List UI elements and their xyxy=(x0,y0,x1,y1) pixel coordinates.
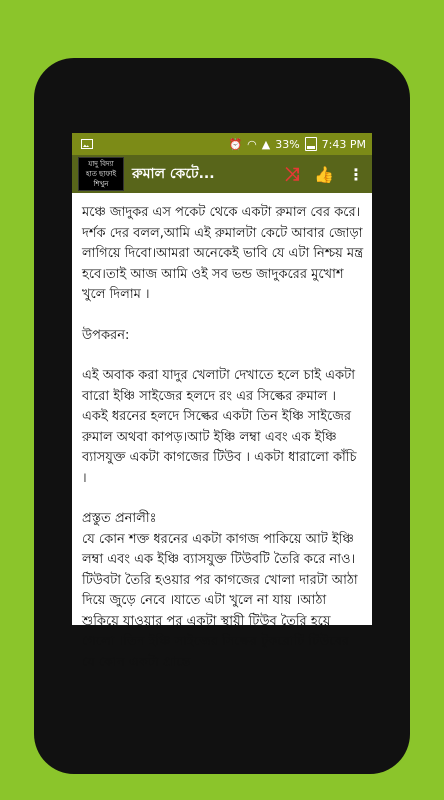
materials-heading: উপকরন: xyxy=(82,327,130,343)
more-options-button[interactable] xyxy=(340,158,372,190)
alarm-icon: ⏰ xyxy=(228,137,243,151)
article-body[interactable] xyxy=(72,193,372,670)
battery-percent: 33% xyxy=(275,137,300,151)
app-logo-line-2: হাত ছাফাই xyxy=(85,170,117,178)
shuffle-button[interactable] xyxy=(276,158,308,190)
app-toolbar xyxy=(72,155,372,193)
thumbs-up-icon: 👍 xyxy=(314,164,334,184)
wifi-icon: ◠ xyxy=(247,137,257,151)
status-indicators xyxy=(228,137,372,151)
clock: 7:43 PM xyxy=(321,137,366,151)
signal-icon: ▲ xyxy=(261,137,271,151)
materials-text: এই অবাক করা যাদুর খেলাটা দেখাতে হলে চাই একটা বারো ইঞ্চি সাইজের হলদে রং এর সিল্কের রুমাল । একই ধরনের হলদে সিল্কের একটা তিন ইঞ্চি সাইজের রুমাল অথবা কাপড়।আট ইঞ্চি লম্বা এবং এক ইঞ্চি ব্যাসযুক্ত একটা কাগজের টিউব । একটা ধারালো কাঁচি । xyxy=(82,368,357,486)
app-logo-line-3: শিখুন xyxy=(93,180,109,188)
app-logo-line-1: যাদু বিদ্যা xyxy=(88,160,114,168)
method-text: যে কোন শক্ত ধরনের একটা কাগজ পাকিয়ে আট ইঞ্চি লম্বা এবং এক ইঞ্চি ব্যাসযুক্ত টিউবটি তৈরি করে নাও।টিউবটা তৈরি হওয়ার পর কাগজের খোলা দারটা আঠা দিয়ে জুড়ে নেবে ।যাতে এটা খুলে না যায় ।আঠা শুকিয়ে যাওয়ার পর একটা স্থায়ী টিউব তৈরি হয়ে গেলো ।তিন ইঞ্চি সাইজের সিল্কের টুকরোটি টিউবের যে কোন একটা প্রান্তে xyxy=(82,531,358,670)
battery-icon xyxy=(305,137,317,151)
like-button[interactable] xyxy=(308,158,340,190)
more-vert-icon: ⋮ xyxy=(348,164,364,184)
image-notification-icon xyxy=(81,139,93,149)
status-bar xyxy=(72,133,372,155)
page-title: রুমাল কেটে... xyxy=(132,166,215,182)
method-heading: প্রস্তুত প্রনালীঃ xyxy=(82,511,157,526)
app-logo[interactable] xyxy=(78,157,124,191)
article-intro: মঞ্চে জাদুকর এস পকেট থেকে একটা রুমাল বের করে।দর্শক দের বলল,আমি এই রুমালটা কেটে আবার জোড়া লাগিয়ে দিবো।আমরা অনেকেই ভাবি যে এটা নিশ্চয় মন্ত্র হবে।তাই আজ আমি ওই সব ভন্ড জাদুকরের মুখোশ খুলে দিলাম । xyxy=(82,205,364,302)
app-screen xyxy=(72,133,372,670)
shuffle-icon: ⤨ xyxy=(284,163,300,185)
